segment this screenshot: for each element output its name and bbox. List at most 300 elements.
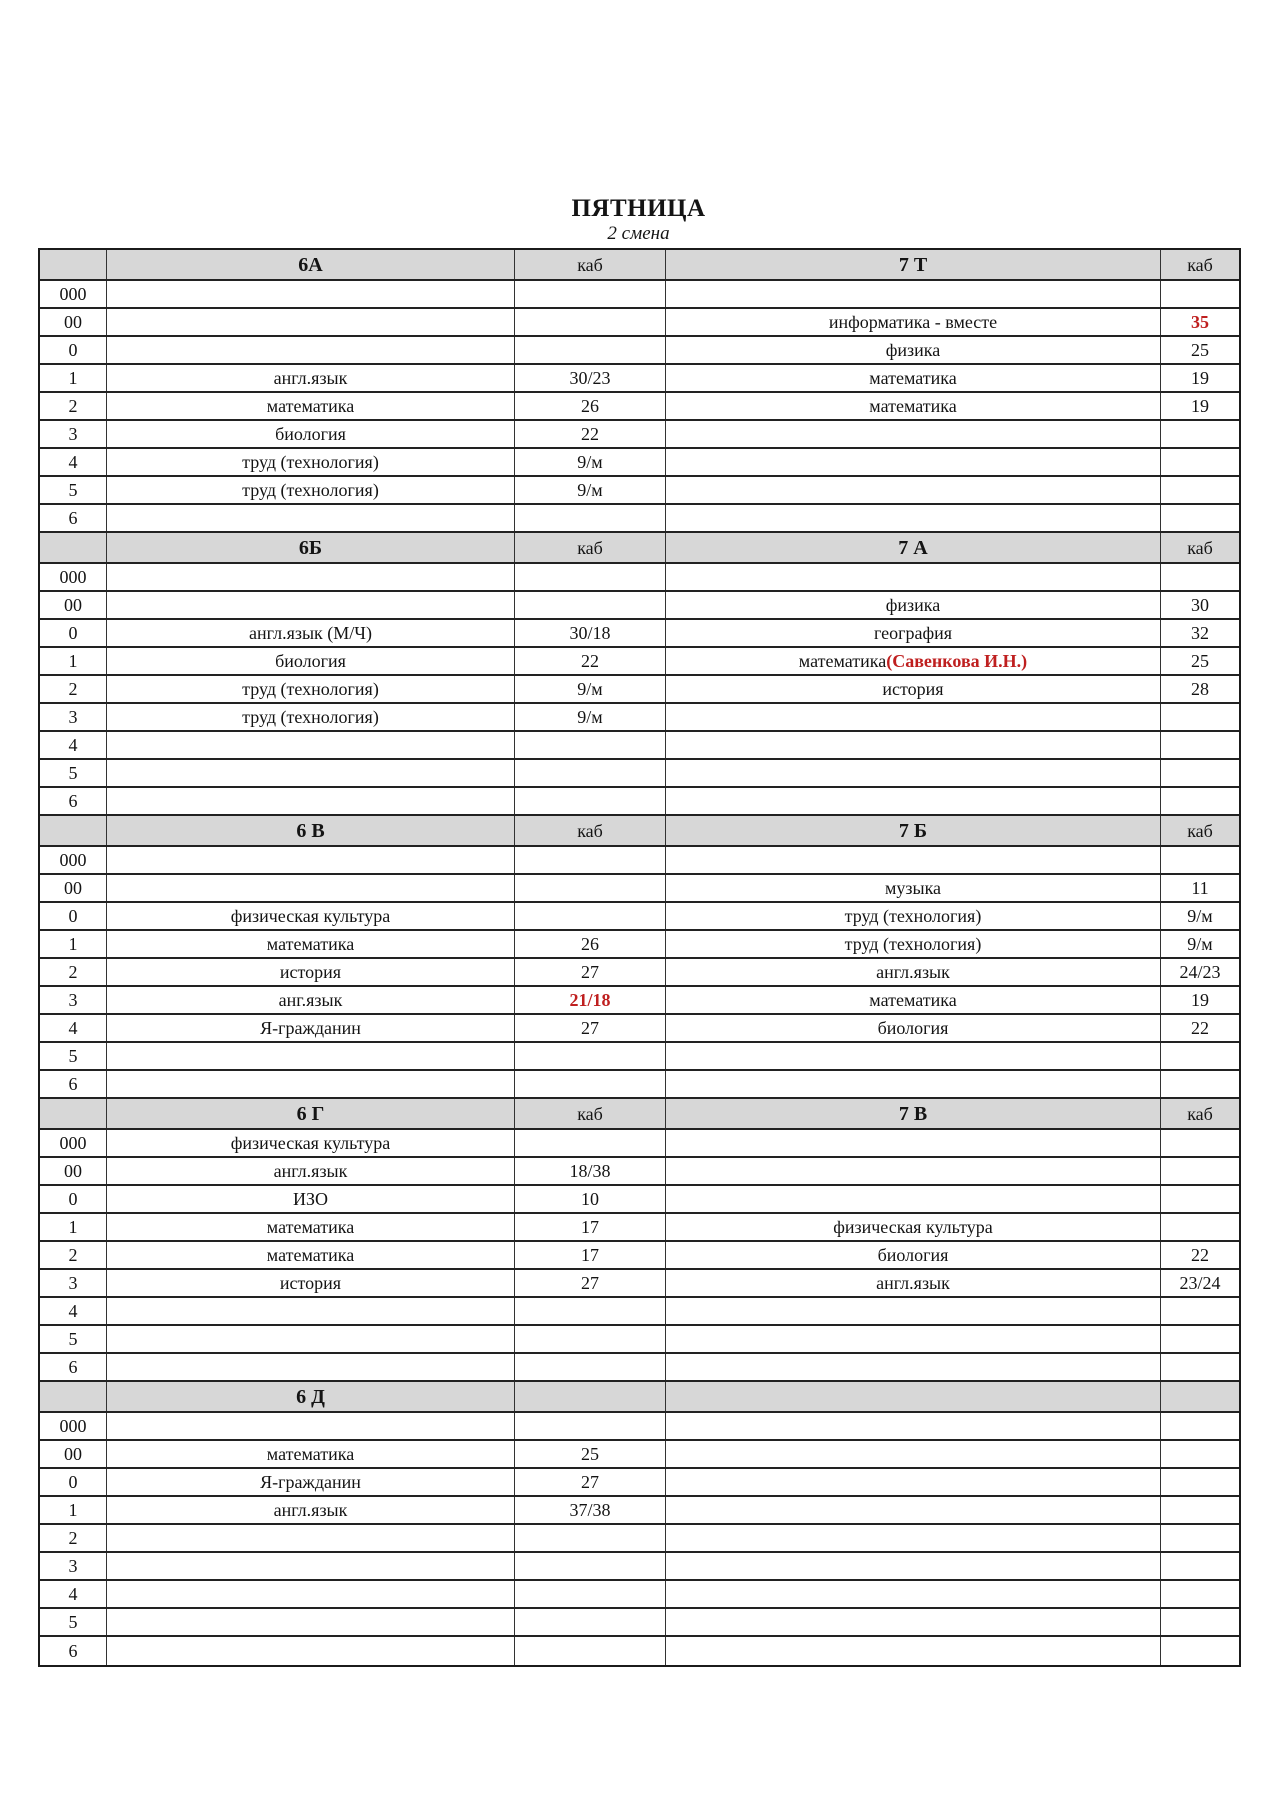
lesson-cell [666, 1043, 1161, 1069]
room-cell: 17 [515, 1242, 666, 1268]
row-label: 5 [40, 760, 107, 786]
row-label: 2 [40, 1525, 107, 1551]
kab-header: каб [1161, 1099, 1239, 1128]
room-cell: 37/38 [515, 1497, 666, 1523]
lesson-cell: труд (технология) [666, 931, 1161, 957]
section-corner-cell [40, 816, 107, 845]
lesson-cell [666, 477, 1161, 503]
lesson-cell: информатика - вместе [666, 309, 1161, 335]
lesson-cell [107, 875, 515, 901]
room-cell [1161, 1525, 1239, 1551]
row-label: 0 [40, 1469, 107, 1495]
room-cell [1161, 1214, 1239, 1240]
lesson-cell [107, 1637, 515, 1665]
timetable-row [40, 421, 1239, 449]
row-label: 4 [40, 1015, 107, 1041]
room-cell: 25 [1191, 651, 1209, 671]
row-label: 00 [40, 592, 107, 618]
lesson-cell [107, 592, 515, 618]
lesson-cell [666, 1354, 1161, 1380]
room-cell [515, 1326, 666, 1352]
lesson-cell [666, 564, 1161, 590]
class-header: 6 Д [107, 1382, 515, 1411]
room-cell: 11 [1191, 878, 1209, 898]
timetable-row [40, 1354, 1239, 1382]
lesson-cell [666, 449, 1161, 475]
timetable-row [40, 903, 1239, 931]
room-cell [1161, 449, 1239, 475]
timetable-row [40, 931, 1239, 959]
kab-header: каб [515, 250, 666, 279]
room-cell [1161, 1130, 1239, 1156]
section-header-row [40, 250, 1239, 281]
room-cell: 27 [515, 1270, 666, 1296]
lesson-cell [107, 788, 515, 814]
lesson-cell: англ.язык [666, 959, 1161, 985]
lesson-cell: труд (технология) [107, 676, 515, 702]
lesson-cell [107, 847, 515, 873]
room-cell [1161, 1553, 1239, 1579]
section-header-row [40, 533, 1239, 564]
lesson-cell [666, 1130, 1161, 1156]
room-cell: 19 [1191, 990, 1209, 1010]
lesson-cell: англ.язык [107, 1158, 515, 1184]
lesson-cell [666, 847, 1161, 873]
lesson-cell: математика [107, 931, 515, 957]
row-label: 3 [40, 1270, 107, 1296]
lesson-cell: математика [107, 1242, 515, 1268]
page [38, 0, 1239, 1667]
timetable-row [40, 847, 1239, 875]
room-cell [1161, 760, 1239, 786]
room-cell: 23/24 [1179, 1273, 1221, 1293]
room-cell [515, 1130, 666, 1156]
lesson-cell: физическая культура [107, 903, 515, 929]
room-cell: 9/м [515, 704, 666, 730]
lesson-cell [107, 1413, 515, 1439]
room-cell [1161, 1609, 1239, 1635]
lesson-cell [666, 1441, 1161, 1467]
timetable-row [40, 1130, 1239, 1158]
section-header-row [40, 1382, 1239, 1413]
lesson-cell [107, 1581, 515, 1607]
row-label: 5 [40, 1326, 107, 1352]
room-cell [515, 564, 666, 590]
lesson-cell [666, 1186, 1161, 1212]
timetable-row [40, 1214, 1239, 1242]
lesson-cell [107, 1553, 515, 1579]
lesson-cell [666, 732, 1161, 758]
row-label: 3 [40, 704, 107, 730]
lesson-cell: физическая культура [107, 1130, 515, 1156]
room-cell [515, 281, 666, 307]
room-cell: 9/м [1187, 934, 1213, 954]
room-cell: 30 [1191, 595, 1209, 615]
lesson-cell: математика [107, 1441, 515, 1467]
kab-header: каб [1161, 816, 1239, 845]
timetable-row [40, 620, 1239, 648]
row-label: 0 [40, 620, 107, 646]
lesson-cell [107, 337, 515, 363]
timetable-row [40, 393, 1239, 421]
lesson-cell [666, 648, 1161, 674]
timetable-row [40, 1071, 1239, 1099]
lesson-cell: англ.язык [666, 1270, 1161, 1296]
row-label: 000 [40, 847, 107, 873]
row-label: 4 [40, 732, 107, 758]
room-cell: 25 [515, 1441, 666, 1467]
section-corner-cell [40, 533, 107, 562]
timetable-row [40, 365, 1239, 393]
room-cell [515, 592, 666, 618]
lesson-cell [666, 1469, 1161, 1495]
lesson-cell [666, 1553, 1161, 1579]
row-label: 1 [40, 931, 107, 957]
lesson-cell [107, 309, 515, 335]
timetable-row [40, 1158, 1239, 1186]
lesson-cell [666, 1581, 1161, 1607]
room-cell [515, 1071, 666, 1097]
lesson-cell [666, 281, 1161, 307]
room-cell [1161, 564, 1239, 590]
timetable-row [40, 1581, 1239, 1609]
lesson-cell: физика [666, 592, 1161, 618]
timetable-row [40, 676, 1239, 704]
lesson-cell: история [107, 959, 515, 985]
row-label: 00 [40, 309, 107, 335]
kab-header: каб [515, 816, 666, 845]
room-cell [515, 903, 666, 929]
timetable-row [40, 505, 1239, 533]
room-cell: 22 [1191, 1018, 1209, 1038]
room-cell: 30/18 [515, 620, 666, 646]
lesson-cell [666, 505, 1161, 531]
room-cell [515, 1043, 666, 1069]
class-header: 6 В [107, 816, 515, 845]
room-cell [515, 1525, 666, 1551]
room-cell [515, 875, 666, 901]
lesson-cell: география [666, 620, 1161, 646]
timetable-row [40, 1270, 1239, 1298]
room-cell: 22 [515, 648, 666, 674]
room-cell [1161, 1298, 1239, 1324]
timetable-row [40, 1441, 1239, 1469]
row-label: 4 [40, 449, 107, 475]
section-corner-cell [40, 1382, 107, 1411]
row-label: 6 [40, 1637, 107, 1665]
row-label: 0 [40, 903, 107, 929]
row-label: 000 [40, 564, 107, 590]
room-cell: 27 [515, 1015, 666, 1041]
timetable-row [40, 1242, 1239, 1270]
row-label: 5 [40, 1043, 107, 1069]
lesson-cell [107, 281, 515, 307]
lesson-cell [107, 732, 515, 758]
room-cell [1161, 477, 1239, 503]
lesson-cell: Я-гражданин [107, 1015, 515, 1041]
row-label: 3 [40, 987, 107, 1013]
section-header-row [40, 816, 1239, 847]
room-cell [1161, 1326, 1239, 1352]
class-header: 6 Г [107, 1099, 515, 1128]
row-label: 2 [40, 1242, 107, 1268]
lesson-cell [666, 421, 1161, 447]
timetable-row [40, 1298, 1239, 1326]
room-cell: 17 [515, 1214, 666, 1240]
lesson-cell [107, 760, 515, 786]
timetable-row [40, 1413, 1239, 1441]
room-cell [1161, 1441, 1239, 1467]
room-cell: 27 [515, 1469, 666, 1495]
row-label: 6 [40, 1071, 107, 1097]
lesson-cell [107, 1043, 515, 1069]
room-cell [1161, 1354, 1239, 1380]
lesson-cell: труд (технология) [107, 477, 515, 503]
row-label: 6 [40, 788, 107, 814]
section-corner-cell [40, 1099, 107, 1128]
lesson-cell: математика [107, 1214, 515, 1240]
room-cell [515, 1637, 666, 1665]
timetable-row [40, 337, 1239, 365]
timetable [38, 248, 1241, 1667]
kab-header: каб [515, 533, 666, 562]
lesson-cell [666, 1326, 1161, 1352]
kab-header: каб [1161, 250, 1239, 279]
lesson-cell [107, 1071, 515, 1097]
room-cell: 30/23 [515, 365, 666, 391]
section-header-row [40, 1099, 1239, 1130]
room-cell [1161, 847, 1239, 873]
row-label: 2 [40, 676, 107, 702]
lesson-cell [107, 1525, 515, 1551]
timetable-row [40, 1469, 1239, 1497]
room-cell [1161, 788, 1239, 814]
lesson-cell [666, 760, 1161, 786]
class-header [666, 1382, 1161, 1411]
lesson-cell: музыка [666, 875, 1161, 901]
lesson-cell [666, 1497, 1161, 1523]
lesson-cell [666, 788, 1161, 814]
shift-subtitle: 2 смена [607, 223, 670, 244]
room-cell [1161, 1469, 1239, 1495]
room-cell: 22 [515, 421, 666, 447]
timetable-row [40, 788, 1239, 816]
lesson-cell [666, 1525, 1161, 1551]
class-header: 7 Т [666, 250, 1161, 279]
lesson-cell [666, 1298, 1161, 1324]
kab-header: каб [1161, 533, 1239, 562]
room-cell: 27 [515, 959, 666, 985]
lesson-cell: биология [666, 1242, 1161, 1268]
room-cell [1161, 1637, 1239, 1665]
room-cell [1161, 704, 1239, 730]
room-cell [515, 337, 666, 363]
lesson-cell: анг.язык [107, 987, 515, 1013]
timetable-row [40, 449, 1239, 477]
room-cell [1161, 421, 1239, 447]
timetable-row [40, 875, 1239, 903]
timetable-row [40, 1525, 1239, 1553]
room-cell [1161, 1158, 1239, 1184]
room-cell: 26 [515, 931, 666, 957]
row-label: 000 [40, 1413, 107, 1439]
lesson-teacher-red: (Савенкова И.Н.) [886, 651, 1028, 671]
room-cell: 24/23 [1179, 962, 1221, 982]
timetable-row [40, 648, 1239, 676]
timetable-row [40, 704, 1239, 732]
row-label: 6 [40, 505, 107, 531]
timetable-row [40, 592, 1239, 620]
room-cell [515, 505, 666, 531]
room-cell [1161, 1413, 1239, 1439]
room-cell [1161, 1581, 1239, 1607]
room-cell: 10 [515, 1186, 666, 1212]
lesson-cell: труд (технология) [107, 704, 515, 730]
lesson-cell [107, 1326, 515, 1352]
lesson-cell: физика [666, 337, 1161, 363]
lesson-cell: математика [666, 365, 1161, 391]
row-label: 000 [40, 1130, 107, 1156]
timetable-row [40, 987, 1239, 1015]
class-header: 7 Б [666, 816, 1161, 845]
row-label: 0 [40, 1186, 107, 1212]
row-label: 1 [40, 1497, 107, 1523]
lesson-cell [666, 1637, 1161, 1665]
room-cell: 32 [1191, 623, 1209, 643]
kab-header [1161, 1382, 1239, 1411]
row-label: 4 [40, 1298, 107, 1324]
lesson-cell [666, 1413, 1161, 1439]
lesson-cell [666, 1071, 1161, 1097]
lesson-cell: труд (технология) [666, 903, 1161, 929]
row-label: 2 [40, 393, 107, 419]
lesson-cell [666, 704, 1161, 730]
section-corner-cell [40, 250, 107, 279]
room-cell: 9/м [515, 477, 666, 503]
timetable-row [40, 1497, 1239, 1525]
timetable-row [40, 1186, 1239, 1214]
lesson-cell: математика [666, 393, 1161, 419]
room-cell [515, 788, 666, 814]
row-label: 00 [40, 875, 107, 901]
room-cell: 25 [1191, 340, 1209, 360]
room-cell [1161, 1071, 1239, 1097]
timetable-row [40, 1015, 1239, 1043]
class-header: 6А [107, 250, 515, 279]
room-cell [515, 1413, 666, 1439]
timetable-row [40, 732, 1239, 760]
lesson-cell: англ.язык [107, 1497, 515, 1523]
room-cell: 19 [1191, 368, 1209, 388]
class-header: 7 В [666, 1099, 1161, 1128]
timetable-row [40, 1553, 1239, 1581]
room-cell [1161, 281, 1239, 307]
lesson-cell: труд (технология) [107, 449, 515, 475]
lesson-cell: биология [107, 421, 515, 447]
room-cell [515, 1581, 666, 1607]
row-label: 5 [40, 477, 107, 503]
class-header: 7 А [666, 533, 1161, 562]
lesson-cell: ИЗО [107, 1186, 515, 1212]
lesson-cell: математика [107, 393, 515, 419]
row-label: 3 [40, 1553, 107, 1579]
lesson-cell: биология [666, 1015, 1161, 1041]
lesson-cell [107, 1354, 515, 1380]
class-header: 6Б [107, 533, 515, 562]
row-label: 6 [40, 1354, 107, 1380]
timetable-row [40, 564, 1239, 592]
room-cell [515, 1354, 666, 1380]
lesson-cell: биология [107, 648, 515, 674]
room-cell [515, 1298, 666, 1324]
room-cell: 22 [1191, 1245, 1209, 1265]
room-cell [515, 847, 666, 873]
lesson-cell: история [107, 1270, 515, 1296]
room-cell: 9/м [515, 676, 666, 702]
timetable-row [40, 281, 1239, 309]
lesson-cell: физическая культура [666, 1214, 1161, 1240]
lesson-cell [107, 505, 515, 531]
timetable-row [40, 760, 1239, 788]
lesson-cell: история [666, 676, 1161, 702]
row-label: 5 [40, 1609, 107, 1635]
room-cell [1161, 1186, 1239, 1212]
page-title: ПЯТНИЦА [571, 195, 706, 222]
room-cell [1161, 505, 1239, 531]
row-label: 00 [40, 1158, 107, 1184]
lesson-cell: математика [666, 987, 1161, 1013]
room-cell [515, 1553, 666, 1579]
room-cell: 18/38 [515, 1158, 666, 1184]
row-label: 4 [40, 1581, 107, 1607]
lesson-cell: англ.язык (М/Ч) [107, 620, 515, 646]
room-cell [515, 309, 666, 335]
timetable-row [40, 1609, 1239, 1637]
room-cell [1161, 732, 1239, 758]
row-label: 1 [40, 648, 107, 674]
lesson-text: математика [798, 651, 887, 671]
kab-header: каб [515, 1099, 666, 1128]
room-cell: 35 [1191, 312, 1209, 332]
room-cell [515, 732, 666, 758]
timetable-row [40, 1326, 1239, 1354]
row-label: 1 [40, 365, 107, 391]
lesson-cell: англ.язык [107, 365, 515, 391]
lesson-cell: Я-гражданин [107, 1469, 515, 1495]
timetable-row [40, 1043, 1239, 1071]
row-label: 0 [40, 337, 107, 363]
room-cell [1161, 1043, 1239, 1069]
row-label: 000 [40, 281, 107, 307]
room-cell [515, 1609, 666, 1635]
room-cell: 9/м [1187, 906, 1213, 926]
room-cell: 28 [1191, 679, 1209, 699]
row-label: 1 [40, 1214, 107, 1240]
room-cell [515, 760, 666, 786]
row-label: 00 [40, 1441, 107, 1467]
timetable-row [40, 1637, 1239, 1665]
lesson-cell [107, 1298, 515, 1324]
row-label: 2 [40, 959, 107, 985]
timetable-row [40, 309, 1239, 337]
row-label: 3 [40, 421, 107, 447]
lesson-cell [107, 1609, 515, 1635]
kab-header [515, 1382, 666, 1411]
room-cell [1161, 1497, 1239, 1523]
timetable-row [40, 477, 1239, 505]
room-cell: 19 [1191, 396, 1209, 416]
lesson-cell [107, 564, 515, 590]
